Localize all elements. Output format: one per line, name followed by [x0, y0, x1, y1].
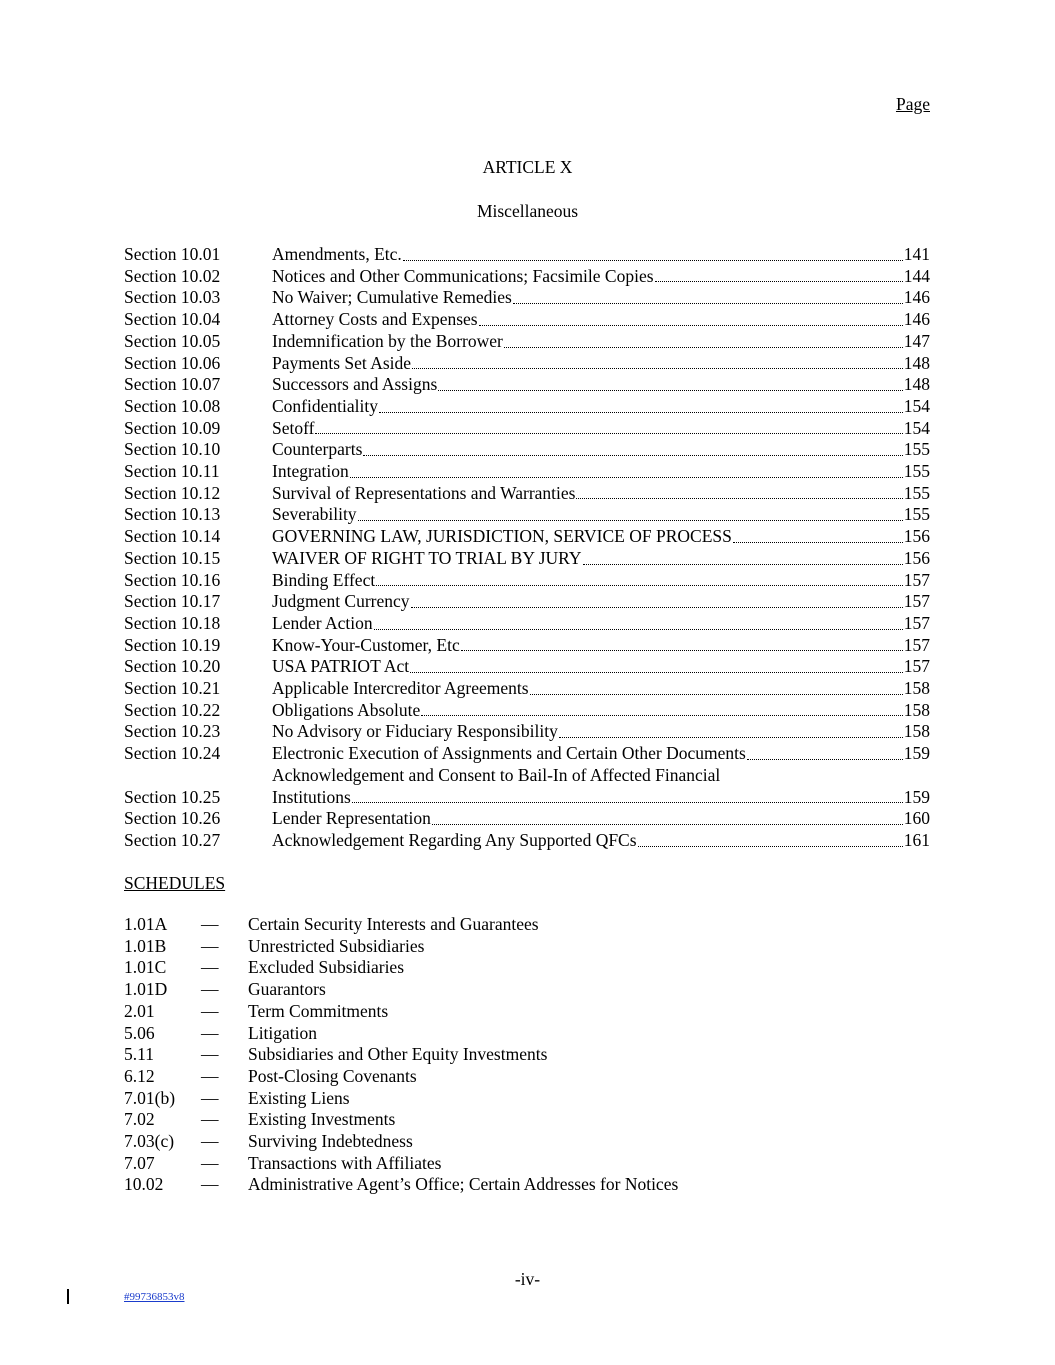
schedule-title: Certain Security Interests and Guarantees: [248, 914, 539, 934]
toc-section-number: Section 10.24: [124, 743, 221, 764]
toc-section-title: WAIVER OF RIGHT TO TRIAL BY JURY: [272, 547, 582, 568]
toc-section-title: Binding Effect: [272, 569, 376, 590]
toc-section-number: Section 10.04: [124, 309, 221, 330]
schedule-row: [124, 914, 924, 936]
toc-row: [124, 635, 930, 657]
schedule-number: 10.02: [124, 1174, 164, 1195]
schedule-title: Transactions with Affiliates: [248, 1152, 442, 1173]
toc-page-number: 158: [903, 678, 930, 699]
toc-section-title: Acknowledgement and Consent to Bail-In of Affected Financial: [272, 764, 721, 785]
footer-page-number: -iv-: [514, 1269, 541, 1289]
toc-page-number: 157: [903, 569, 930, 590]
toc-page-number: 155: [903, 482, 930, 503]
toc-page-number: 147: [903, 330, 930, 351]
dot-leader: [363, 455, 902, 456]
schedule-number: 1.01A: [124, 914, 168, 934]
schedule-number: 2.01: [124, 1000, 155, 1021]
schedule-number: 1.01B: [124, 935, 167, 956]
toc-page-number: 157: [903, 634, 930, 655]
dot-leader: [513, 303, 903, 304]
toc-section-title: No Advisory or Fiduciary Responsibility: [272, 721, 558, 742]
dot-leader: [559, 737, 903, 738]
dot-leader: [432, 824, 903, 825]
article-title: ARTICLE X: [482, 157, 573, 177]
toc-section-number: Section 10.07: [124, 374, 221, 395]
toc-page-number: 161: [903, 829, 930, 850]
dot-leader: [479, 325, 903, 326]
toc-page-number: 157: [903, 612, 930, 633]
toc-section-title: Severability: [272, 504, 357, 525]
toc-section-number: Section 10.10: [124, 439, 221, 460]
toc-section-title: Acknowledgement Regarding Any Supported QFCs: [272, 829, 637, 850]
toc-page-number: 141: [903, 244, 930, 264]
schedule-row: [124, 1066, 924, 1088]
toc-page-number: 154: [903, 395, 930, 416]
toc-section-number: Section 10.02: [124, 265, 221, 286]
toc-row: [124, 504, 930, 526]
schedule-row: [124, 1174, 924, 1196]
toc-section-number: Section 10.16: [124, 569, 221, 590]
toc-page-number: 158: [903, 699, 930, 720]
schedule-row: [124, 1153, 924, 1175]
toc-row: [124, 808, 930, 830]
dot-leader: [350, 477, 903, 478]
toc-page-number: 155: [903, 439, 930, 460]
schedule-dash: —: [201, 1109, 219, 1130]
toc-section-title: No Waiver; Cumulative Remedies: [272, 287, 512, 308]
toc-section-number: Section 10.22: [124, 699, 221, 720]
toc-page-number: 148: [903, 374, 930, 395]
toc-page-number: 159: [903, 786, 930, 807]
toc-section-number: Section 10.12: [124, 482, 221, 503]
schedule-number: 1.01C: [124, 957, 167, 978]
schedule-row: [124, 979, 924, 1001]
toc-section-title: Judgment Currency: [272, 591, 410, 612]
toc-row: [124, 439, 930, 461]
page-column-label: Page: [895, 94, 930, 114]
schedule-row: [124, 936, 924, 958]
toc-page-number: 144: [903, 265, 930, 286]
schedule-dash: —: [201, 1174, 219, 1195]
dot-leader: [576, 498, 902, 499]
schedule-dash: —: [201, 957, 219, 978]
schedule-title: Post-Closing Covenants: [248, 1065, 417, 1086]
schedules-heading: SCHEDULES: [124, 873, 226, 893]
toc-section-number: Section 10.23: [124, 721, 221, 742]
toc-row: [124, 418, 930, 440]
schedule-number: 7.02: [124, 1109, 155, 1130]
schedule-dash: —: [201, 979, 219, 1000]
schedules-list: [124, 914, 924, 1196]
toc-row: [124, 287, 930, 309]
document-id-link[interactable]: #99736853v8: [124, 1291, 185, 1303]
toc-section-title: Amendments, Etc.: [272, 244, 402, 264]
toc-row: [124, 244, 930, 266]
toc-section-title: Survival of Representations and Warranties: [272, 482, 576, 503]
schedule-dash: —: [201, 1022, 219, 1043]
schedule-title: Existing Liens: [248, 1087, 350, 1108]
toc-section-number: Section 10.13: [124, 504, 221, 525]
toc-section-title: Electronic Execution of Assignments and Certain Other Documents: [272, 743, 746, 764]
toc-section-title: Notices and Other Communications; Facsimile Copies: [272, 265, 654, 286]
toc-section-title: Applicable Intercreditor Agreements: [272, 678, 529, 699]
schedule-title: Guarantors: [248, 979, 326, 1000]
toc-section-number: Section 10.19: [124, 634, 221, 655]
dot-leader: [358, 520, 903, 521]
toc-row: [124, 374, 930, 396]
toc-page-number: 146: [903, 309, 930, 330]
toc-section-number: Section 10.11: [124, 461, 220, 482]
toc-section-number: Section 10.25: [124, 786, 221, 807]
schedule-dash: —: [201, 1000, 219, 1021]
schedule-row: [124, 1001, 924, 1023]
toc-page-number: 155: [903, 504, 930, 525]
toc-row: [124, 461, 930, 483]
toc-page-number: 158: [903, 721, 930, 742]
toc-section-title: GOVERNING LAW, JURISDICTION, SERVICE OF PROCESS: [272, 526, 732, 547]
toc-section-title: Institutions: [272, 786, 351, 807]
toc-page-number: 155: [903, 461, 930, 482]
dot-leader: [379, 412, 903, 413]
schedule-number: 6.12: [124, 1065, 155, 1086]
schedule-row: [124, 1131, 924, 1153]
dot-leader: [410, 672, 903, 673]
toc-section-number: Section 10.09: [124, 417, 221, 438]
toc-row: [124, 613, 930, 635]
toc-section-title: Obligations Absolute: [272, 699, 421, 720]
schedule-row: [124, 1023, 924, 1045]
dot-leader: [315, 433, 902, 434]
toc-page-number: 146: [903, 287, 930, 308]
toc-section-title: Know-Your-Customer, Etc: [272, 634, 460, 655]
toc-page-number: 156: [903, 547, 930, 568]
toc-section-number: Section 10.03: [124, 287, 221, 308]
schedule-title: Administrative Agent’s Office; Certain Addresses for Notices: [248, 1174, 679, 1195]
toc-section-title: Integration: [272, 461, 349, 482]
toc-page-number: 156: [903, 526, 930, 547]
dot-leader: [530, 694, 903, 695]
toc-section-number: Section 10.21: [124, 678, 221, 699]
dot-leader: [421, 715, 902, 716]
toc-section-number: Section 10.06: [124, 352, 221, 373]
toc-section-title: Payments Set Aside: [272, 352, 412, 373]
toc-page-number: 160: [903, 808, 930, 829]
toc-row: [124, 591, 930, 613]
toc-page-number: 154: [903, 417, 930, 438]
toc-row: [124, 548, 930, 570]
toc-row: [124, 700, 930, 722]
dot-leader: [655, 281, 903, 282]
toc-section-number: Section 10.14: [124, 526, 221, 547]
toc-section-title: Lender Action: [272, 612, 373, 633]
toc-row: [124, 483, 930, 505]
toc-section-title: Counterparts: [272, 439, 363, 460]
toc-section-title: Indemnification by the Borrower: [272, 330, 503, 351]
toc-section-number: Section 10.17: [124, 591, 221, 612]
toc-section-title: Attorney Costs and Expenses: [272, 309, 478, 330]
dot-leader: [504, 347, 903, 348]
change-bar: [67, 1289, 69, 1304]
dot-leader: [733, 542, 903, 543]
schedule-row: [124, 1044, 924, 1066]
schedule-title: Litigation: [248, 1022, 318, 1043]
toc-row: [124, 353, 930, 375]
table-of-contents: [124, 244, 930, 852]
toc-page-number: 157: [903, 591, 930, 612]
toc-row: [124, 266, 930, 288]
schedule-dash: —: [201, 1065, 219, 1086]
toc-page-number: 157: [903, 656, 930, 677]
schedule-number: 1.01D: [124, 979, 168, 1000]
dot-leader: [412, 368, 903, 369]
schedule-number: 7.03(c): [124, 1131, 175, 1152]
schedule-dash: —: [201, 914, 219, 934]
schedule-row: [124, 957, 924, 979]
toc-page-number: 148: [903, 352, 930, 373]
schedule-number: 5.11: [124, 1044, 154, 1065]
toc-section-number: Section 10.08: [124, 395, 221, 416]
toc-row: [124, 830, 930, 852]
toc-row: [124, 743, 930, 765]
article-subtitle: Miscellaneous: [476, 201, 579, 221]
toc-section-number: Section 10.20: [124, 656, 221, 677]
dot-leader: [403, 260, 903, 261]
toc-section-number: Section 10.18: [124, 612, 221, 633]
toc-row: [124, 396, 930, 418]
schedule-dash: —: [201, 1152, 219, 1173]
toc-section-title: Confidentiality: [272, 395, 378, 416]
toc-page-number: 159: [903, 743, 930, 764]
toc-section-number: Section 10.05: [124, 330, 221, 351]
schedule-number: 7.07: [124, 1152, 155, 1173]
toc-row: [124, 765, 930, 808]
schedule-title: Unrestricted Subsidiaries: [248, 935, 425, 956]
toc-row: [124, 678, 930, 700]
schedule-title: Term Commitments: [248, 1000, 389, 1021]
toc-section-title: Lender Representation: [272, 808, 431, 829]
dot-leader: [438, 390, 902, 391]
dot-leader: [376, 585, 903, 586]
dot-leader: [638, 846, 903, 847]
toc-row: [124, 309, 930, 331]
schedule-title: Surviving Indebtedness: [248, 1131, 413, 1152]
toc-section-number: Section 10.01: [124, 244, 221, 264]
schedule-dash: —: [201, 1087, 219, 1108]
toc-section-number: Section 10.27: [124, 829, 221, 850]
toc-row: [124, 721, 930, 743]
schedule-number: 7.01(b): [124, 1087, 176, 1108]
schedule-row: [124, 1109, 924, 1131]
schedule-number: 5.06: [124, 1022, 155, 1043]
toc-row: [124, 570, 930, 592]
schedule-row: [124, 1088, 924, 1110]
dot-leader: [747, 759, 903, 760]
schedule-dash: —: [201, 1044, 219, 1065]
toc-section-title: USA PATRIOT Act: [272, 656, 410, 677]
toc-section-number: Section 10.26: [124, 808, 221, 829]
toc-section-number: Section 10.15: [124, 547, 221, 568]
dot-leader: [583, 564, 903, 565]
toc-row: [124, 331, 930, 353]
dot-leader: [352, 802, 903, 803]
dot-leader: [374, 629, 903, 630]
toc-section-title: Setoff: [272, 417, 315, 438]
dot-leader: [411, 607, 903, 608]
toc-row: [124, 656, 930, 678]
schedule-title: Existing Investments: [248, 1109, 396, 1130]
schedule-title: Subsidiaries and Other Equity Investments: [248, 1044, 548, 1065]
toc-row: [124, 526, 930, 548]
dot-leader: [461, 650, 903, 651]
toc-section-title: Successors and Assigns: [272, 374, 438, 395]
schedule-dash: —: [201, 935, 219, 956]
schedule-dash: —: [201, 1131, 219, 1152]
schedule-title: Excluded Subsidiaries: [248, 957, 405, 978]
